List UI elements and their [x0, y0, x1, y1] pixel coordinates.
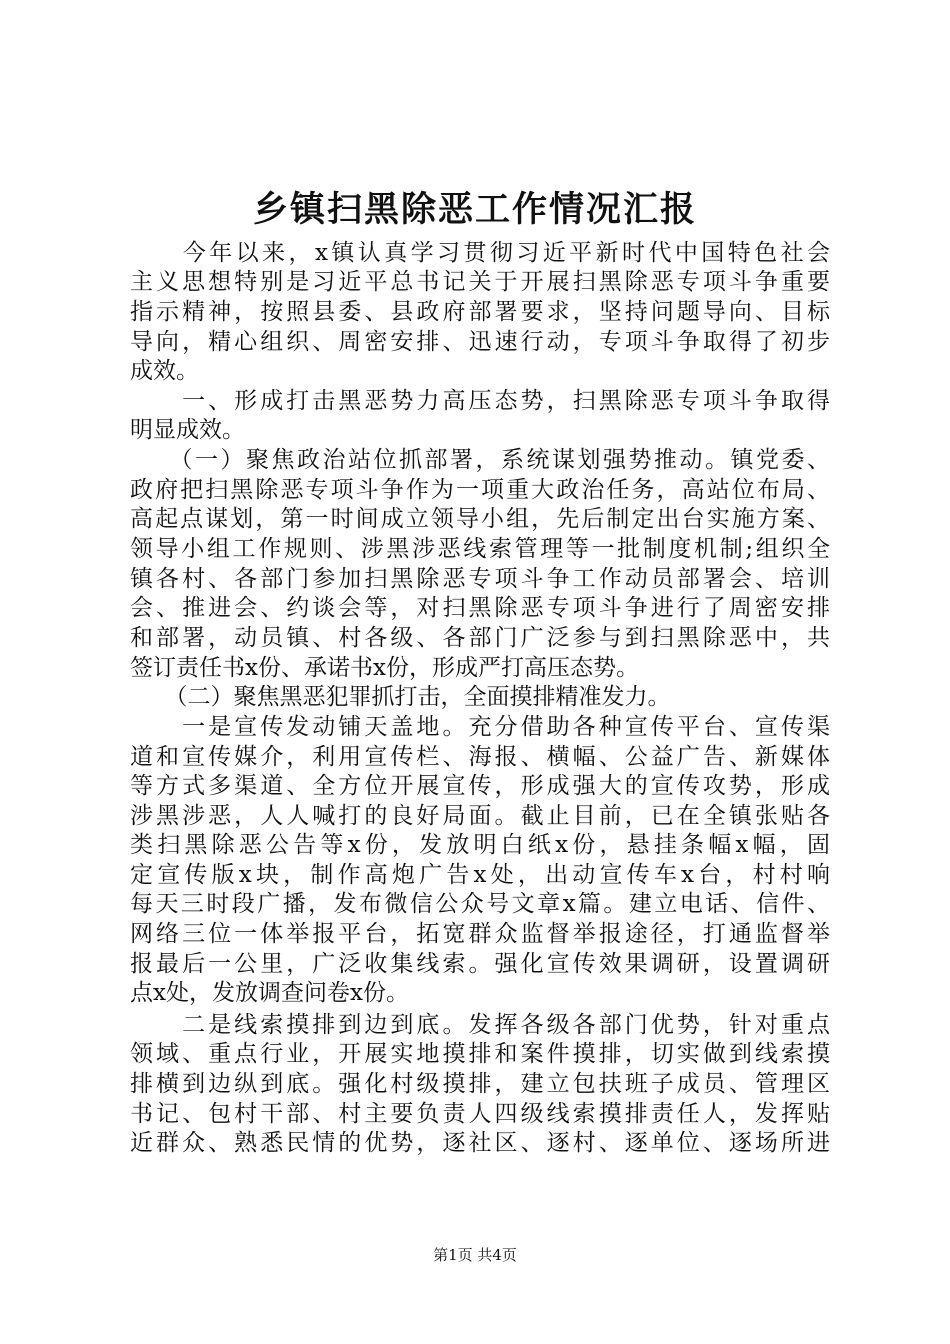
body-line: 今年以来，x镇认真学习贯彻习近平新时代中国特色社会 [130, 240, 830, 266]
body-line: 会、推进会、约谈会等，对扫黑除恶专项斗争进行了周密安排 [130, 595, 830, 621]
body-line: 指示精神，按照县委、县政府部署要求，坚持问题导向、目标 [130, 299, 830, 325]
body-line: 签订责任书x份、承诺书x份，形成严打高压态势。 [130, 655, 639, 681]
body-line: 主义思想特别是习近平总书记关于开展扫黑除恶专项斗争重要 [130, 269, 830, 295]
body-line: 书记、包村干部、村主要负责人四级线索摸排责任人，发挥贴 [130, 1101, 830, 1127]
body-line: 成效。 [130, 358, 199, 384]
document-title: 乡镇扫黑除恶工作情况汇报 [252, 189, 697, 230]
body-line: 点x处，发放调查问卷x份。 [130, 980, 409, 1006]
body-line: 报最后一公里，广泛收集线索。强化宣传效果调研，设置调研 [130, 951, 830, 977]
body-line: 政府把扫黑除恶专项斗争作为一项重大政治任务，高站位布局、 [130, 477, 830, 503]
body-line: 领域、重点行业，开展实地摸排和案件摸排，切实做到线索摸 [130, 1041, 830, 1067]
body-line: （一）聚焦政治站位抓部署，系统谋划强势推动。镇党委、 [130, 447, 830, 473]
body-line: 定宣传版x块，制作高炮广告x处，出动宣传车x台，村村响 [130, 862, 830, 888]
body-line: 类扫黑除恶公告等x份，发放明白纸x份，悬挂条幅x幅，固 [130, 832, 830, 858]
body-line: 等方式多渠道、全方位开展宣传，形成强大的宣传攻势，形成 [130, 773, 830, 799]
body-line: 排横到边纵到底。强化村级摸排，建立包扶班子成员、管理区 [130, 1071, 830, 1097]
body-line: 明显成效。 [130, 417, 245, 443]
body-line: 道和宣传媒介，利用宣传栏、海报、横幅、公益广告、新媒体 [130, 744, 830, 770]
body-line: 近群众、熟悉民情的优势，逐社区、逐村、逐单位、逐场所进 [130, 1130, 830, 1156]
body-line: 每天三时段广播，发布微信公众号文章x篇。建立电话、信件、 [130, 891, 830, 917]
body-line: 二是线索摸排到边到底。发挥各级各部门优势，针对重点 [130, 1012, 830, 1038]
body-line: 镇各村、各部门参加扫黑除恶专项斗争工作动员部署会、培训 [130, 566, 830, 592]
body-line: （二）聚焦黑恶犯罪抓打击，全面摸排精准发力。 [130, 684, 671, 710]
body-line: 和部署，动员镇、村各级、各部门广泛参与到扫黑除恶中，共 [130, 625, 830, 651]
body-line: 高起点谋划，第一时间成立领导小组，先后制定出台实施方案、 [130, 506, 830, 532]
page-footer: 第1页 共4页 [433, 1246, 517, 1264]
body-line: 导向，精心组织、周密安排、迅速行动，专项斗争取得了初步 [130, 329, 830, 355]
body-line: 领导小组工作规则、涉黑涉恶线索管理等一批制度机制;组织全 [130, 536, 830, 562]
body-line: 涉黑涉恶，人人喊打的良好局面。截止目前，已在全镇张贴各 [130, 803, 830, 829]
body-line: 网络三位一体举报平台，拓宽群众监督举报途径，打通监督举 [130, 921, 830, 947]
body-line: 一、形成打击黑恶势力高压态势，扫黑除恶专项斗争取得 [130, 388, 830, 414]
body-line: 一是宣传发动铺天盖地。充分借助各种宣传平台、宣传渠 [130, 714, 830, 740]
